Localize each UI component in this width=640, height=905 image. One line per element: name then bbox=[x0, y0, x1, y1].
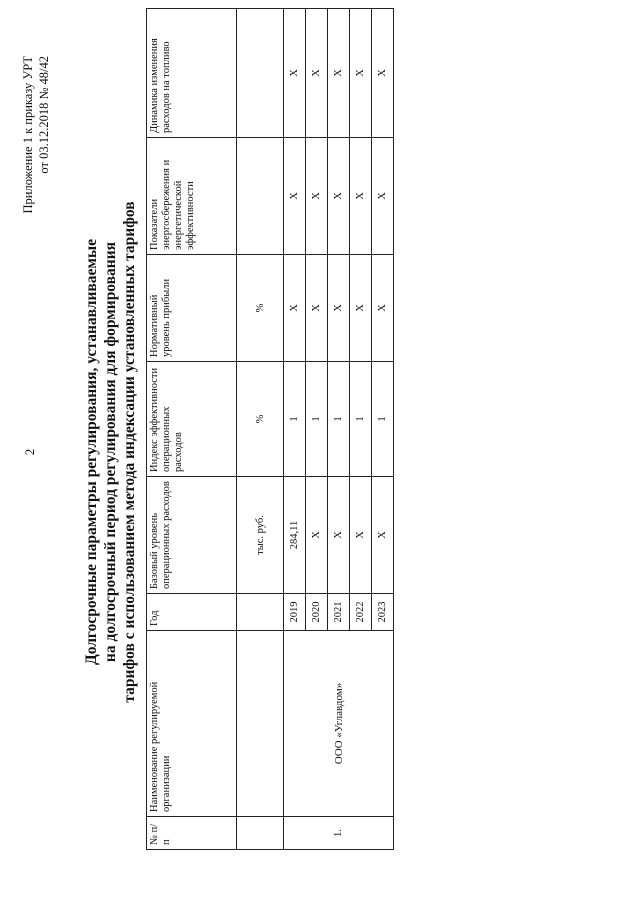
row-base-level: X bbox=[328, 477, 350, 594]
row-fuel-dynamics: X bbox=[284, 9, 306, 138]
row-profit-level: X bbox=[350, 255, 372, 362]
row-energy-saving: X bbox=[372, 138, 394, 255]
title-line-1: Долгосрочные параметры регулирования, устанавливаемые bbox=[83, 239, 100, 665]
title-line-2: на долгосрочный период регулирования для формирования bbox=[102, 241, 119, 663]
row-base-level: X bbox=[306, 477, 328, 594]
header-efficiency-index: Индекс эффективности операционных расходов bbox=[147, 362, 237, 477]
row-efficiency-index: 1 bbox=[350, 362, 372, 477]
row-base-level: 284,11 bbox=[284, 477, 306, 594]
page-number: 2 bbox=[22, 448, 37, 456]
unit-fuel-dynamics bbox=[237, 9, 284, 138]
row-profit-level: X bbox=[328, 255, 350, 362]
row-year: 2021 bbox=[328, 594, 350, 631]
table-units-row bbox=[237, 9, 284, 850]
row-base-level: X bbox=[372, 477, 394, 594]
header-no: № п/п bbox=[147, 817, 237, 850]
row-energy-saving: X bbox=[306, 138, 328, 255]
row-efficiency-index: 1 bbox=[306, 362, 328, 477]
row-efficiency-index: 1 bbox=[328, 362, 350, 477]
header-fuel-dynamics: Динамика изменения расходов на топливо bbox=[147, 9, 237, 138]
document-title bbox=[82, 32, 139, 872]
unit-empty-year bbox=[237, 594, 284, 631]
row-year: 2022 bbox=[350, 594, 372, 631]
row-fuel-dynamics: X bbox=[372, 9, 394, 138]
org-number: 1. bbox=[284, 817, 394, 850]
unit-energy-saving bbox=[237, 138, 284, 255]
header-org: Наименование регулируемой организации bbox=[147, 631, 237, 817]
table-row bbox=[284, 9, 306, 850]
row-energy-saving: X bbox=[284, 138, 306, 255]
header-base-level: Базовый уровень операционных расходов bbox=[147, 477, 237, 594]
row-profit-level: X bbox=[306, 255, 328, 362]
row-base-level: X bbox=[350, 477, 372, 594]
header-year: Год bbox=[147, 594, 237, 631]
appendix-line-1: Приложение 1 к приказу УРТ bbox=[21, 56, 35, 214]
org-name: ООО «Углавдом» bbox=[284, 631, 394, 817]
row-energy-saving: X bbox=[350, 138, 372, 255]
header-energy-saving: Показатели энергосбережения и энергетической эффективности bbox=[147, 138, 237, 255]
unit-empty-no bbox=[237, 817, 284, 850]
row-energy-saving: X bbox=[328, 138, 350, 255]
row-fuel-dynamics: X bbox=[350, 9, 372, 138]
row-profit-level: X bbox=[372, 255, 394, 362]
row-fuel-dynamics: X bbox=[306, 9, 328, 138]
unit-efficiency-index: % bbox=[237, 362, 284, 477]
unit-profit-level: % bbox=[237, 255, 284, 362]
row-year: 2023 bbox=[372, 594, 394, 631]
row-efficiency-index: 1 bbox=[284, 362, 306, 477]
row-year: 2019 bbox=[284, 594, 306, 631]
row-efficiency-index: 1 bbox=[372, 362, 394, 477]
appendix-reference bbox=[20, 56, 52, 214]
row-fuel-dynamics: X bbox=[328, 9, 350, 138]
row-year: 2020 bbox=[306, 594, 328, 631]
row-profit-level: X bbox=[284, 255, 306, 362]
title-line-3: тарифов с использованием метода индексации установленных тарифов bbox=[121, 201, 138, 703]
parameters-table bbox=[146, 8, 394, 850]
appendix-line-2: от 03.12.2018 № 48/42 bbox=[37, 56, 51, 174]
rotated-page-content bbox=[20, 32, 620, 872]
header-profit-level: Нормативный уровень прибыли bbox=[147, 255, 237, 362]
unit-empty-org bbox=[237, 631, 284, 817]
table-header-row bbox=[147, 9, 237, 850]
unit-base-level: тыс. руб. bbox=[237, 477, 284, 594]
